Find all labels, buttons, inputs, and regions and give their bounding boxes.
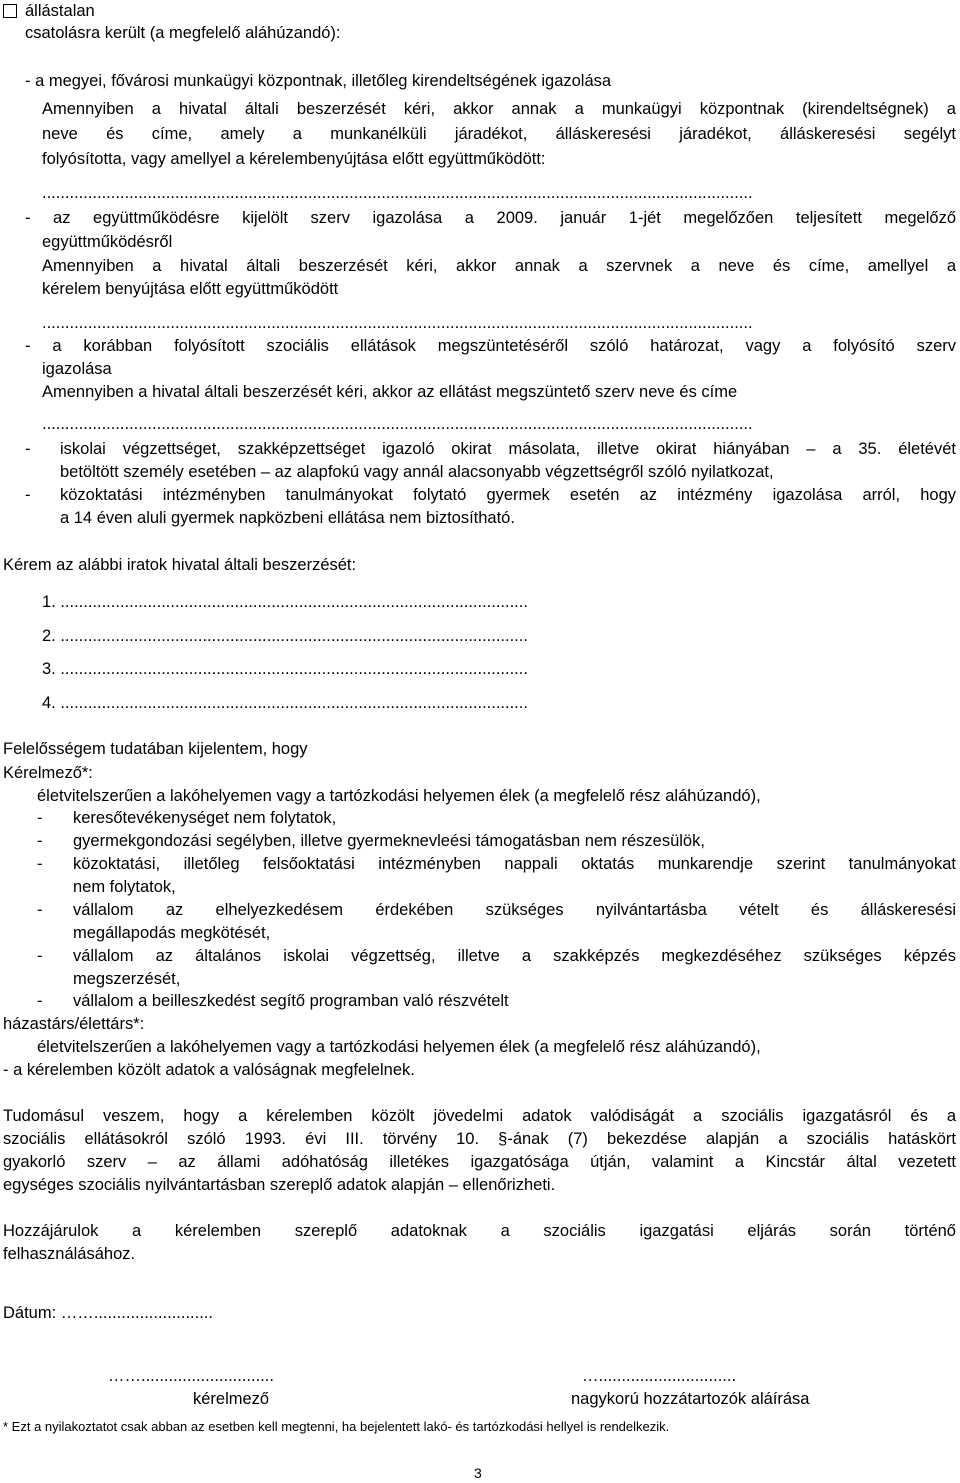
declaration-title: Felelősségem tudatában kijelentem, hogy (3, 740, 308, 758)
spouse-label: házastárs/élettárs*: (3, 1015, 145, 1033)
list-dash: - (37, 855, 43, 873)
declaration-item: gyermekgondozási segélyben, illetve gyermeknevleési támogatásban nem részesülök, (73, 832, 705, 850)
applicant-residence: életvitelszerűen a lakóhelyemen vagy a tartózkodási helyemen élek (a megfelelő rész aláhúzandó), (37, 787, 761, 805)
date-field[interactable]: Dátum: …….......................... (3, 1304, 213, 1322)
attached-note: csatolásra került (a megfelelő aláhúzandó): (25, 24, 341, 42)
list-dash: - (25, 486, 31, 504)
notice-paragraph: szociális ellátásokról szóló 1993. évi III. törvény 10. §-ának (7) bekezdése alapján a szociális hatáskört (3, 1130, 956, 1148)
checkbox-label: állástalan (25, 2, 95, 20)
declaration-item: vállalom a beilleszkedést segítő programban való részvételt (73, 992, 509, 1010)
status-checkbox[interactable] (3, 4, 17, 18)
attachment-item-labor-office: - a megyei, fővárosi munkaügyi központnak, illetőleg kirendeltségének igazolása (25, 72, 612, 90)
request-line-1[interactable]: 1. ...................................................................................................... (42, 593, 528, 611)
relatives-signature-line[interactable]: ….............................. (582, 1367, 737, 1385)
request-line-2[interactable]: 2. ...................................................................................................... (42, 627, 528, 645)
fill-in-line[interactable]: ........................................................................................................................................................... (42, 415, 753, 433)
attachment-item-termination: - a korábban folyósított szociális ellátások megszüntetéséről szóló határozat, vagy a folyósító szerv (25, 337, 956, 355)
list-dash: - (37, 832, 43, 850)
list-dash: - (37, 947, 43, 965)
attachment-item-labor-office-note: Amennyiben a hivatal általi beszerzését kéri, akkor annak a munkaügyi központnak (kirendeltségnek) a (42, 100, 956, 118)
notice-paragraph: Tudomásul veszem, hogy a kérelemben közölt jövedelmi adatok valódiságát a szociális igazgatásról és a (3, 1107, 956, 1125)
attachment-item-labor-office-note: neve és címe, amely a munkanélküli járadékot, álláskeresési járadékot, álláskeresési segélyt (42, 125, 956, 143)
applicant-label: Kérelmező*: (3, 764, 93, 782)
fill-in-line[interactable]: ........................................................................................................................................................... (42, 314, 753, 332)
list-dash: - (37, 809, 43, 827)
attachment-item-school: közoktatási intézményben tanulmányokat folytató gyermek esetén az intézmény igazolása arról, hogy (60, 486, 956, 504)
declaration-item: vállalom az elhelyezkedésem érdekében szükséges nyilvántartásba vételt és álláskeresési (73, 901, 956, 919)
request-line-3[interactable]: 3. ...................................................................................................... (42, 660, 528, 678)
consent-paragraph: felhasználásához. (3, 1245, 136, 1263)
page-number: 3 (474, 1465, 482, 1481)
relatives-signature-label: nagykorú hozzátartozók aláírása (571, 1390, 810, 1408)
declaration-item: nem folytatok, (73, 878, 176, 896)
applicant-signature-label: kérelmező (193, 1390, 270, 1408)
list-dash: - (37, 901, 43, 919)
declaration-item: közoktatási, illetőleg felsőoktatási intézményben nappali oktatás munkarendje szerint tanulmányokat (73, 855, 956, 873)
attachment-item-education: betöltött személy esetében – az alapfokú vagy annál alacsonyabb végzettségről szóló nyilatkozat, (60, 463, 774, 481)
footnote: * Ezt a nyilakoztatot csak abban az esetben kell megtenni, ha bejelentett lakó- és tartózkodási hellyel is rendelkezik. (3, 1419, 670, 1434)
declaration-item: megszerzését, (73, 970, 181, 988)
notice-paragraph: egységes szociális nyilvántartásban szereplő adatok alapján – ellenőrizheti. (3, 1176, 556, 1194)
attachment-item-education: iskolai végzettséget, szakképzettséget igazoló okirat másolata, illetve okirat hiányában – a 35. életévét (60, 440, 956, 458)
attachment-item-cooperation-note: kérelem benyújtása előtt együttműködött (42, 280, 339, 298)
attachment-item-labor-office-note: folyósította, vagy amellyel a kérelembenyújtása előtt együttműködött: (42, 150, 546, 168)
list-dash: - (37, 992, 43, 1010)
declaration-item: megállapodás megkötését, (73, 924, 271, 942)
truth-statement: - a kérelemben közölt adatok a valóságnak megfelelnek. (3, 1061, 415, 1079)
request-title: Kérem az alábbi iratok hivatal általi beszerzését: (3, 556, 357, 574)
applicant-signature-line[interactable]: ……............................. (108, 1367, 274, 1385)
fill-in-line[interactable]: ........................................................................................................................................................... (42, 184, 753, 202)
spouse-residence: életvitelszerűen a lakóhelyemen vagy a tartózkodási helyemen élek (a megfelelő rész aláhúzandó), (37, 1038, 761, 1056)
attachment-item-termination-note: Amennyiben a hivatal általi beszerzését kéri, akkor az ellátást megszüntető szerv neve és címe (42, 383, 738, 401)
consent-paragraph: Hozzájárulok a kérelemben szereplő adatoknak a szociális igazgatási eljárás során történő (3, 1222, 956, 1240)
request-line-4[interactable]: 4. ...................................................................................................... (42, 694, 528, 712)
declaration-item: vállalom az általános iskolai végzettség, illetve a szakképzés megkezdéséhez szükséges képzés (73, 947, 956, 965)
notice-paragraph: gyakorló szerv – az állami adóhatóság illetékes igazgatósága útján, valamint a Kincstár által vezetett (3, 1153, 956, 1171)
attachment-item-cooperation: - az együttműködésre kijelölt szerv igazolása a 2009. január 1-jét megelőzően teljesített megelőző (25, 209, 956, 227)
attachment-item-school: a 14 éven aluli gyermek napközbeni ellátása nem biztosítható. (60, 509, 515, 527)
attachment-item-cooperation: együttműködésről (42, 233, 173, 251)
attachment-item-cooperation-note: Amennyiben a hivatal általi beszerzését kéri, akkor annak a szervnek a neve és címe, amellyel a (42, 257, 956, 275)
attachment-item-termination: igazolása (42, 360, 112, 378)
declaration-item: keresőtevékenységet nem folytatok, (73, 809, 337, 827)
list-dash: - (25, 440, 31, 458)
